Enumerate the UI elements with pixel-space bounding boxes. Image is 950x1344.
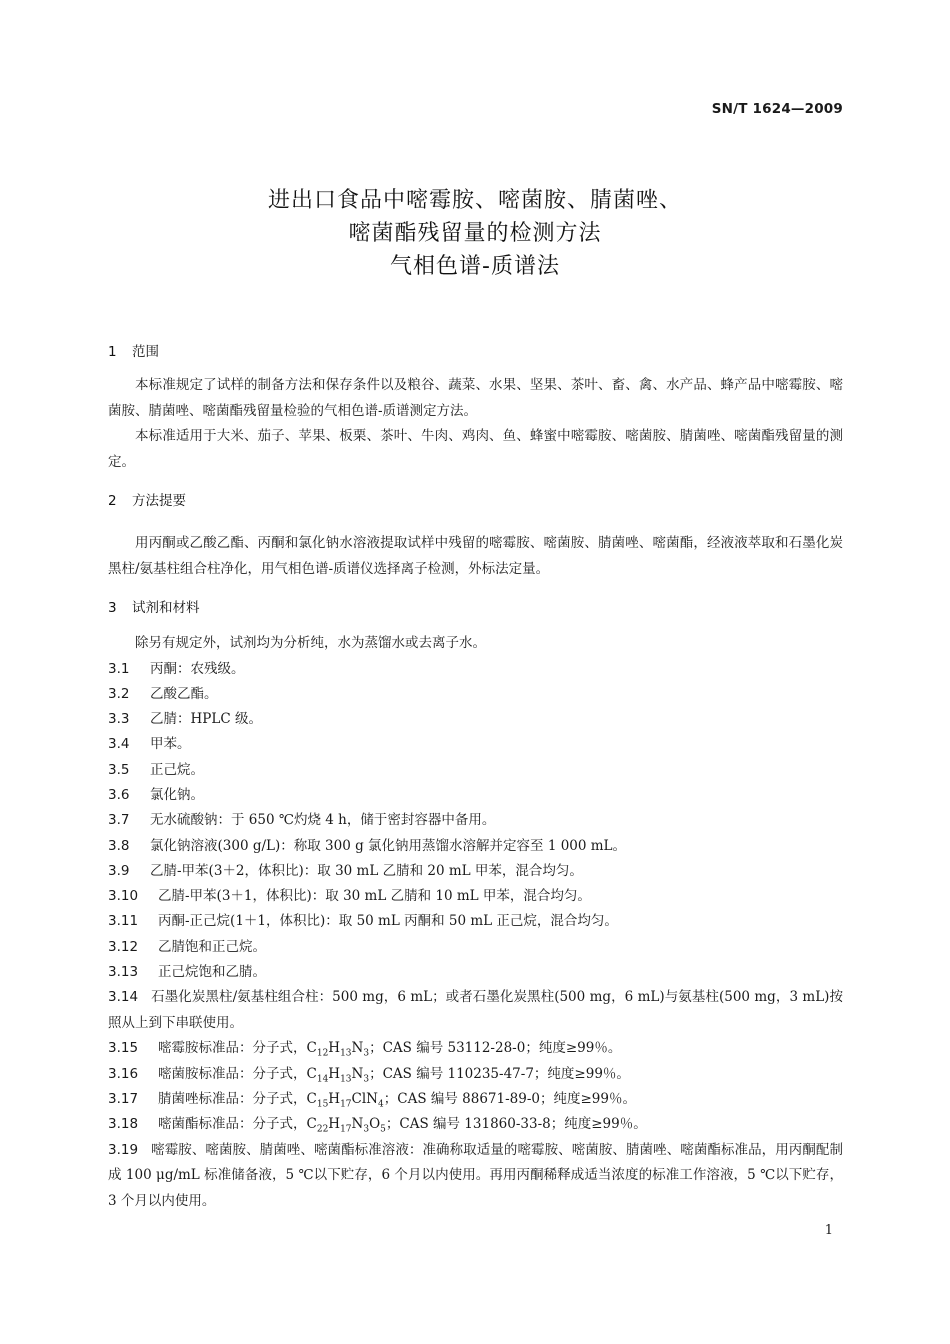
item-number: 3.5 — [108, 761, 130, 778]
item-number: 3.19 — [108, 1141, 139, 1158]
list-item — [108, 1036, 843, 1061]
title-line-2: 嘧菌酯残留量的检测方法 — [348, 221, 602, 246]
list-item — [108, 808, 843, 833]
paragraph: 除另有规定外，试剂均为分析纯，水为蒸馏水或去离子水。 — [135, 635, 486, 651]
section-title: 范围 — [132, 344, 159, 360]
item-number: 3.13 — [108, 964, 139, 981]
item-prefix: 嘧菌胺标准品：分子式， — [158, 1065, 307, 1082]
item-text — [158, 1036, 843, 1061]
formula-subscript: 13 — [340, 1049, 352, 1060]
document-title — [0, 184, 950, 283]
item-text: 乙酸乙酯。 — [150, 685, 218, 702]
item-text — [158, 1087, 843, 1112]
formula-element: N — [351, 1116, 364, 1133]
formula-subscript: 15 — [316, 1099, 329, 1110]
item-suffix: ；CAS 编号 88671-89-0；纯度≥99％。 — [383, 1090, 636, 1107]
paragraph: 用丙酮或乙酸乙酯、丙酮和氯化钠水溶液提取试样中残留的嘧霉胺、嘧菌胺、腈菌唑、嘧菌酯，经液液萃取和石墨化炭黑柱/氨基柱组合柱净化，用气相色谱-质谱仪选择离子检测，外标法定量。 — [108, 535, 843, 577]
item-prefix: 嘧菌酯标准品：分子式， — [158, 1116, 307, 1133]
item-text: 乙腈饱和正己烷。 — [158, 938, 266, 955]
item-number: 3.15 — [108, 1040, 139, 1057]
chemical-formula — [306, 1090, 384, 1110]
formula-element: N — [351, 1040, 364, 1057]
title-line-3: 气相色谱-质谱法 — [390, 254, 560, 279]
item-text: 石墨化炭黑柱/氨基柱组合柱：500 mg，6 mL；或者石墨化炭黑柱(500 mg，6 mL)与氨基柱(500 mg，3 mL)按照从上到下串联使用。 — [108, 989, 844, 1031]
item-number: 3.9 — [108, 862, 130, 879]
list-item — [108, 909, 843, 934]
list-item — [108, 657, 843, 682]
item-text: 氯化钠溶液(300 g/L)：称取 300 g 氯化钠用蒸馏水溶解并定容至 1 000 mL。 — [150, 837, 627, 854]
list-item — [108, 859, 843, 884]
item-text — [158, 1062, 843, 1087]
item-number: 3.18 — [108, 1116, 139, 1133]
item-suffix: ；CAS 编号 110235-47-7；纯度≥99％。 — [369, 1065, 630, 1082]
formula-element: N — [351, 1065, 364, 1082]
item-number: 3.17 — [108, 1090, 139, 1107]
item-number: 3.3 — [108, 711, 130, 728]
formula-element: O — [369, 1116, 381, 1133]
item-text: 乙腈-甲苯(3＋1，体积比)：取 30 mL 乙腈和 10 mL 甲苯，混合均匀。 — [158, 888, 591, 905]
item-text: 甲苯。 — [150, 736, 191, 753]
formula-subscript: 22 — [316, 1124, 329, 1135]
item-number: 3.12 — [108, 938, 139, 955]
list-item — [108, 960, 843, 985]
standard-code: SN/T 1624—2009 — [711, 101, 843, 117]
item-number: 3.6 — [108, 786, 130, 803]
formula-element: C — [306, 1065, 317, 1082]
item-number: 3.16 — [108, 1065, 139, 1082]
item-text: 丙酮：农残级。 — [150, 660, 245, 677]
paragraph: 本标准规定了试样的制备方法和保存条件以及粮谷、蔬菜、水果、坚果、茶叶、畜、禽、水产品、蜂产品中嘧霉胺、嘧菌胺、腈菌唑、嘧菌酯残留量检验的气相色谱-质谱测定方法。 — [108, 377, 843, 419]
list-item — [108, 707, 843, 732]
item-text: 丙酮-正己烷(1＋1，体积比)：取 50 mL 丙酮和 50 mL 正己烷，混合均匀。 — [158, 913, 618, 930]
title-line-1: 进出口食品中嘧霉胺、嘧菌胺、腈菌唑、 — [267, 188, 682, 213]
list-item — [108, 1087, 843, 1112]
formula-subscript: 3 — [363, 1124, 370, 1135]
formula-subscript: 12 — [316, 1049, 329, 1060]
item-number: 3.7 — [108, 812, 130, 829]
section-heading-method-summary — [108, 489, 843, 514]
formula-element: C — [306, 1040, 317, 1057]
formula-subscript: 5 — [380, 1124, 386, 1135]
item-text — [158, 1112, 843, 1137]
formula-element: H — [328, 1090, 341, 1107]
item-number: 3.8 — [108, 837, 130, 854]
page-number: 1 — [824, 1223, 833, 1238]
item-text: 无水硫酸钠：于 650 ℃灼烧 4 h，储于密封容器中备用。 — [150, 812, 496, 829]
item-text: 正己烷。 — [150, 761, 204, 778]
list-item — [108, 935, 843, 960]
chemical-formula — [306, 1065, 370, 1085]
item-prefix: 腈菌唑标准品：分子式， — [158, 1090, 307, 1107]
list-item — [108, 834, 843, 859]
list-item — [108, 758, 843, 783]
formula-element: ClN — [351, 1090, 378, 1107]
formula-subscript: 3 — [363, 1049, 370, 1060]
formula-subscript: 13 — [340, 1074, 352, 1085]
chemical-formula — [306, 1116, 386, 1135]
list-item — [108, 732, 843, 757]
paragraph: 本标准适用于大米、茄子、苹果、板栗、茶叶、牛肉、鸡肉、鱼、蜂蜜中嘧霉胺、嘧菌胺、腈菌唑、嘧菌酯残留量的测定。 — [108, 428, 843, 470]
section-title: 试剂和材料 — [132, 600, 200, 616]
formula-subscript: 4 — [378, 1099, 384, 1110]
item-prefix: 嘧霉胺标准品：分子式， — [158, 1040, 307, 1057]
list-item — [108, 1138, 843, 1215]
item-text: 乙腈-甲苯(3＋2，体积比)：取 30 mL 乙腈和 20 mL 甲苯，混合均匀。 — [150, 862, 583, 879]
section-heading-reagents — [108, 596, 843, 621]
item-text: 正己烷饱和乙腈。 — [158, 964, 266, 981]
item-suffix: ；CAS 编号 53112-28-0；纯度≥99％。 — [369, 1040, 622, 1057]
formula-element: H — [328, 1065, 341, 1082]
list-item — [108, 682, 843, 707]
list-item — [108, 1112, 843, 1137]
formula-subscript: 14 — [316, 1074, 329, 1085]
section-title: 方法提要 — [132, 493, 186, 509]
item-number: 3.4 — [108, 736, 130, 753]
formula-subscript: 17 — [340, 1124, 352, 1135]
formula-element: H — [328, 1116, 341, 1133]
list-item — [108, 884, 843, 909]
list-item — [108, 985, 843, 1036]
item-number: 3.10 — [108, 888, 139, 905]
list-item — [108, 783, 843, 808]
section-number: 3 — [108, 600, 117, 616]
chemical-formula — [306, 1040, 370, 1060]
item-number: 3.14 — [108, 989, 139, 1006]
section-number: 1 — [108, 344, 117, 360]
formula-element: H — [328, 1040, 341, 1057]
list-item — [108, 1062, 843, 1087]
item-text: 乙腈：HPLC 级。 — [150, 711, 262, 728]
item-number: 3.1 — [108, 660, 130, 677]
reagent-list — [108, 657, 843, 986]
item-text: 嘧霉胺、嘧菌胺、腈菌唑、嘧菌酯标准溶液：准确称取适量的嘧霉胺、嘧菌胺、腈菌唑、嘧菌酯标准品，用丙酮配制成 100 μg/mL 标准储备液，5 ℃以下贮存，6 个月以内使用。再用丙酮稀释成适当浓度的标准工作溶液，5 ℃以下贮存，3 个月以内使用。 — [108, 1141, 843, 1209]
item-number: 3.2 — [108, 685, 130, 702]
item-suffix: ；CAS 编号 131860-33-8；纯度≥99％。 — [385, 1116, 647, 1133]
formula-subscript: 3 — [363, 1074, 370, 1085]
section-heading-scope — [108, 340, 843, 365]
formula-element: C — [306, 1116, 317, 1133]
section-number: 2 — [108, 493, 117, 509]
formula-element: C — [306, 1090, 317, 1107]
formula-subscript: 17 — [340, 1099, 352, 1110]
item-number: 3.11 — [108, 913, 139, 930]
standard-list — [108, 1036, 843, 1137]
item-text: 氯化钠。 — [150, 786, 204, 803]
document-body — [108, 340, 843, 1214]
